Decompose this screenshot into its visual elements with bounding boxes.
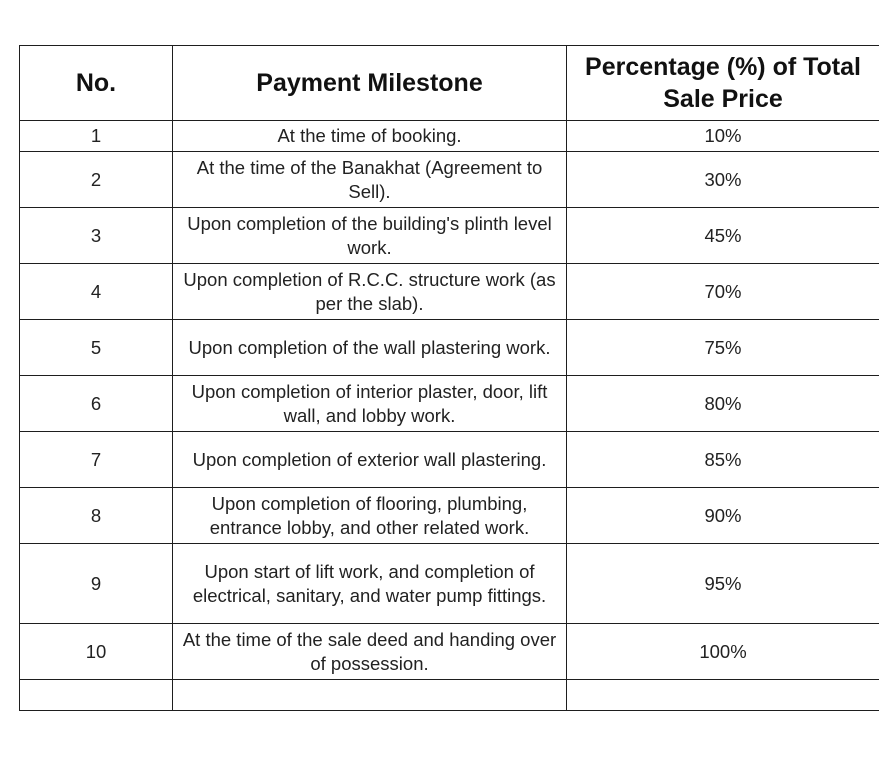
cell-percentage: 90%: [567, 488, 879, 544]
cell-no: 3: [20, 208, 173, 264]
cell-no: 8: [20, 488, 173, 544]
cell-empty: [20, 680, 173, 711]
cell-milestone: Upon completion of interior plaster, door, lift wall, and lobby work.: [173, 376, 567, 432]
cell-no: 6: [20, 376, 173, 432]
cell-percentage: 70%: [567, 264, 879, 320]
cell-milestone: Upon completion of flooring, plumbing, entrance lobby, and other related work.: [173, 488, 567, 544]
cell-empty: [173, 680, 567, 711]
cell-milestone: Upon start of lift work, and completion of electrical, sanitary, and water pump fittings.: [173, 544, 567, 624]
table-row-empty: [20, 680, 879, 711]
table-row: [20, 376, 879, 432]
table-row: [20, 624, 879, 680]
header-percentage: Percentage (%) of Total Sale Price: [567, 46, 879, 121]
table-row: [20, 152, 879, 208]
cell-milestone: Upon completion of R.C.C. structure work (as per the slab).: [173, 264, 567, 320]
cell-percentage: 75%: [567, 320, 879, 376]
cell-milestone: At the time of the Banakhat (Agreement to Sell).: [173, 152, 567, 208]
table-row: [20, 121, 879, 152]
cell-milestone: At the time of the sale deed and handing over of possession.: [173, 624, 567, 680]
table-row: [20, 432, 879, 488]
payment-schedule-table-container: [19, 45, 879, 711]
table-row: [20, 320, 879, 376]
table-header-row: [20, 46, 879, 121]
cell-percentage: 45%: [567, 208, 879, 264]
table-row: [20, 544, 879, 624]
cell-milestone: Upon completion of the wall plastering work.: [173, 320, 567, 376]
cell-percentage: 100%: [567, 624, 879, 680]
cell-no: 1: [20, 121, 173, 152]
table-row: [20, 264, 879, 320]
cell-percentage: 30%: [567, 152, 879, 208]
cell-milestone: Upon completion of exterior wall plastering.: [173, 432, 567, 488]
header-payment-milestone: Payment Milestone: [173, 46, 567, 121]
header-no: No.: [20, 46, 173, 121]
cell-milestone: At the time of booking.: [173, 121, 567, 152]
cell-no: 10: [20, 624, 173, 680]
cell-no: 2: [20, 152, 173, 208]
cell-no: 7: [20, 432, 173, 488]
cell-percentage: 95%: [567, 544, 879, 624]
payment-schedule-table: [19, 45, 879, 711]
cell-no: 9: [20, 544, 173, 624]
table-row: [20, 488, 879, 544]
cell-empty: [567, 680, 879, 711]
cell-percentage: 85%: [567, 432, 879, 488]
cell-no: 4: [20, 264, 173, 320]
cell-no: 5: [20, 320, 173, 376]
table-row: [20, 208, 879, 264]
cell-milestone: Upon completion of the building's plinth level work.: [173, 208, 567, 264]
cell-percentage: 80%: [567, 376, 879, 432]
cell-percentage: 10%: [567, 121, 879, 152]
